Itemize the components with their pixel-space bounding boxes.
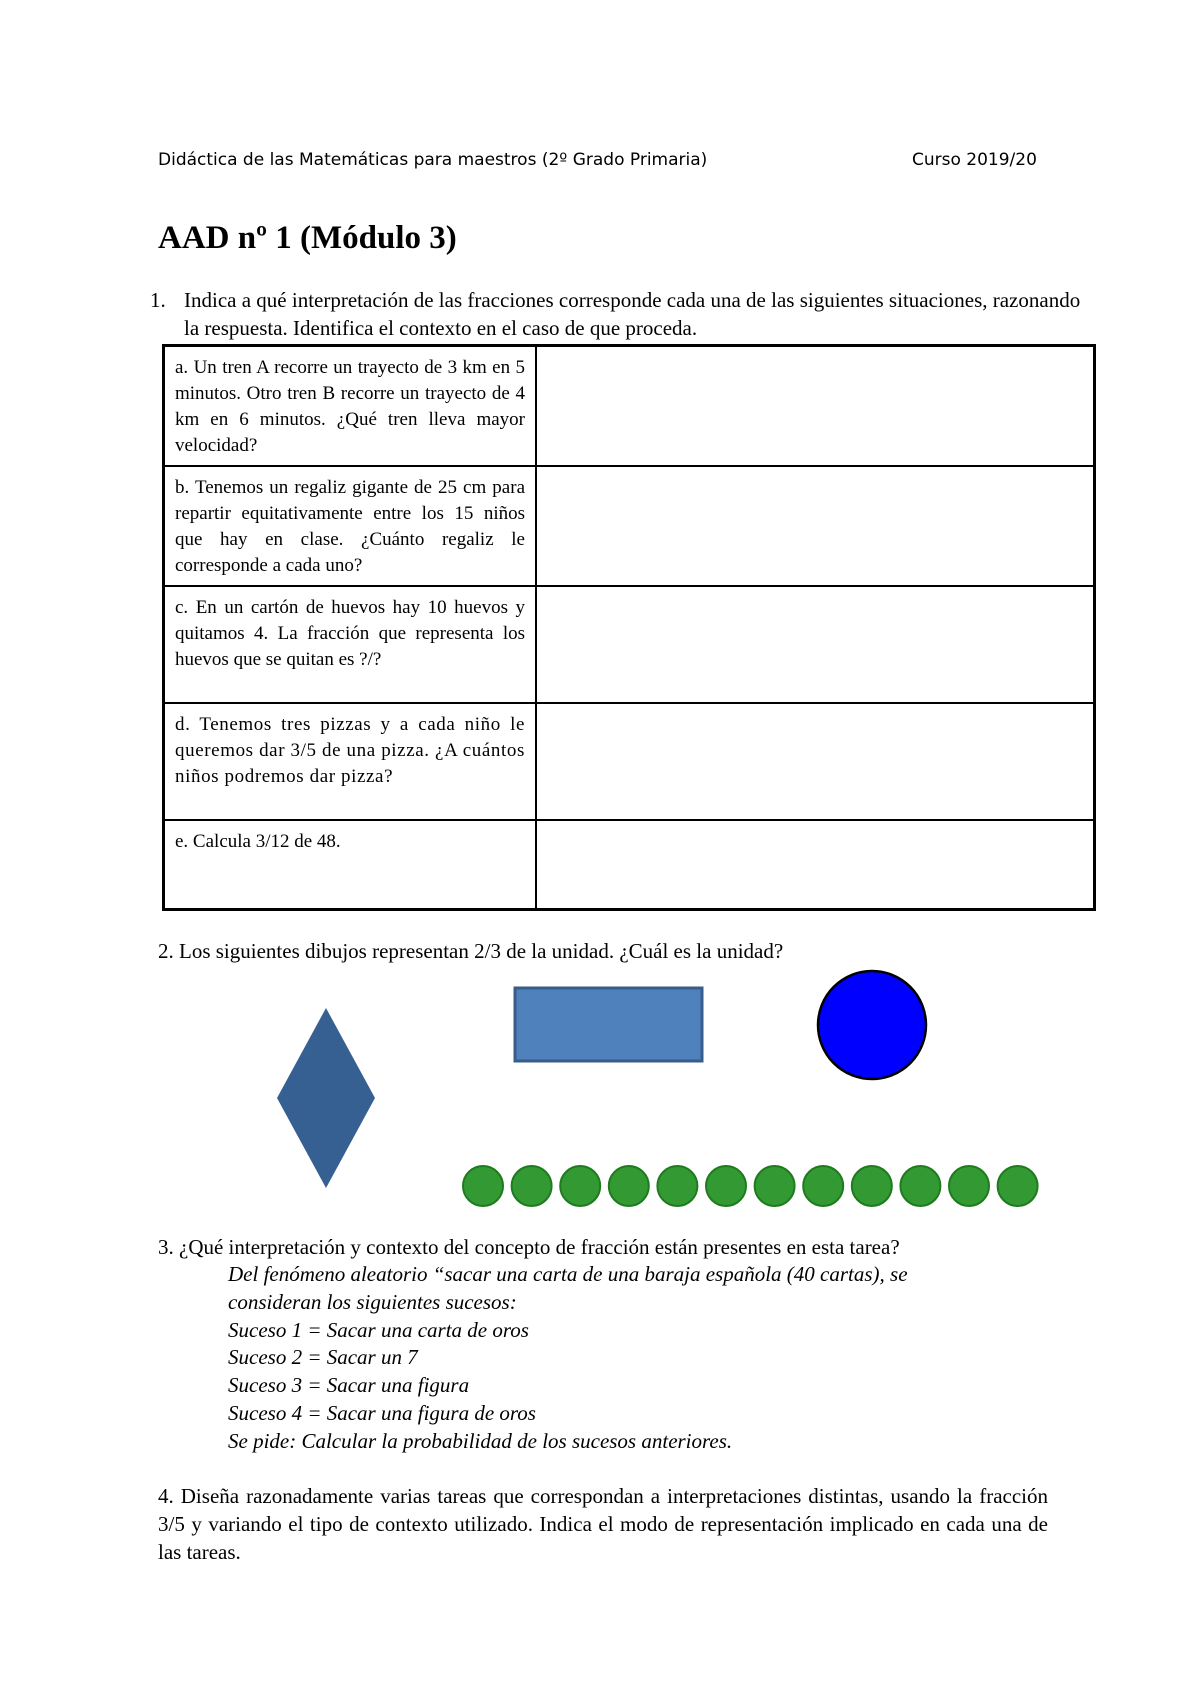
green-dot bbox=[657, 1166, 697, 1206]
question-3-text: 3. ¿Qué interpretación y contexto del concepto de fracción están presentes en esta tarea? bbox=[158, 1235, 900, 1259]
question-1-number: 1. bbox=[150, 288, 166, 312]
situation-a: a. Un tren A recorre un trayecto de 3 km en 5 minutos. Otro tren B recorre un trayecto de 4 km en 6 minutos. ¿Qué tren lleva mayor velocidad? bbox=[164, 346, 537, 466]
green-dot bbox=[706, 1166, 746, 1206]
task-line: Suceso 1 = Sacar una carta de oros bbox=[228, 1317, 529, 1342]
table-row bbox=[164, 466, 1095, 586]
question-2-text: 2. Los siguientes dibujos representan 2/3 de la unidad. ¿Cuál es la unidad? bbox=[158, 939, 784, 963]
answer-cell-b[interactable] bbox=[536, 466, 1095, 586]
answer-cell-e[interactable] bbox=[536, 820, 1095, 910]
answer-cell-c[interactable] bbox=[536, 586, 1095, 703]
table-row bbox=[164, 703, 1095, 820]
green-dot bbox=[900, 1166, 940, 1206]
question-1-text: Indica a qué interpretación de las fracciones corresponde cada una de las siguientes situaciones, razonando la respuesta. Identifica el contexto en el caso de que proceda. bbox=[184, 288, 1081, 340]
rhombus-shape bbox=[277, 1008, 375, 1188]
green-dot bbox=[512, 1166, 552, 1206]
rectangle-shape bbox=[515, 988, 702, 1061]
answer-cell-a[interactable] bbox=[536, 346, 1095, 466]
question-3-task bbox=[228, 1261, 1048, 1456]
table-row bbox=[164, 346, 1095, 466]
situations-table bbox=[162, 344, 1096, 911]
dots-row bbox=[463, 1166, 1038, 1206]
green-dot bbox=[852, 1166, 892, 1206]
situation-d: d. Tenemos tres pizzas y a cada niño le queremos dar 3/5 de una pizza. ¿A cuántos niños podremos dar pizza? bbox=[164, 703, 537, 820]
situation-e: e. Calcula 3/12 de 48. bbox=[164, 820, 537, 910]
task-line: Suceso 2 = Sacar un 7 bbox=[228, 1345, 418, 1370]
green-dot bbox=[755, 1166, 795, 1206]
green-dot bbox=[609, 1166, 649, 1206]
task-line: Del fenómeno aleatorio “sacar una carta de una baraja española (40 cartas), se bbox=[228, 1262, 908, 1286]
question-4-text: 4. Diseña razonadamente varias tareas que correspondan a interpretaciones distintas, usando la fracción 3/5 y variando el tipo de contexto utilizado. Indica el modo de representación implicado en cada una de las tareas. bbox=[158, 1484, 1048, 1564]
green-dot bbox=[949, 1166, 989, 1206]
table-row bbox=[164, 586, 1095, 703]
course-year: Curso 2019/20 bbox=[912, 150, 1037, 170]
green-dot bbox=[560, 1166, 600, 1206]
situation-b: b. Tenemos un regaliz gigante de 25 cm para repartir equitativamente entre los 15 niños que hay en clase. ¿Cuánto regaliz le corresponde a cada uno? bbox=[164, 466, 537, 586]
course-title: Didáctica de las Matemáticas para maestros (2º Grado Primaria) bbox=[158, 150, 708, 170]
page-title: AAD nº 1 (Módulo 3) bbox=[158, 220, 457, 256]
green-dot bbox=[803, 1166, 843, 1206]
situation-c: c. En un cartón de huevos hay 10 huevos y quitamos 4. La fracción que representa los huevos que se quitan es ?/? bbox=[164, 586, 537, 703]
table-row bbox=[164, 820, 1095, 910]
green-dot bbox=[998, 1166, 1038, 1206]
task-line: Se pide: Calcular la probabilidad de los sucesos anteriores. bbox=[228, 1428, 733, 1453]
shapes-figure bbox=[0, 960, 1200, 1220]
green-dot bbox=[463, 1166, 503, 1206]
task-line: consideran los siguientes sucesos: bbox=[228, 1289, 517, 1314]
task-line: Suceso 3 = Sacar una figura bbox=[228, 1373, 470, 1398]
circle-shape bbox=[818, 971, 926, 1079]
answer-cell-d[interactable] bbox=[536, 703, 1095, 820]
task-line: Suceso 4 = Sacar una figura de oros bbox=[228, 1400, 536, 1425]
